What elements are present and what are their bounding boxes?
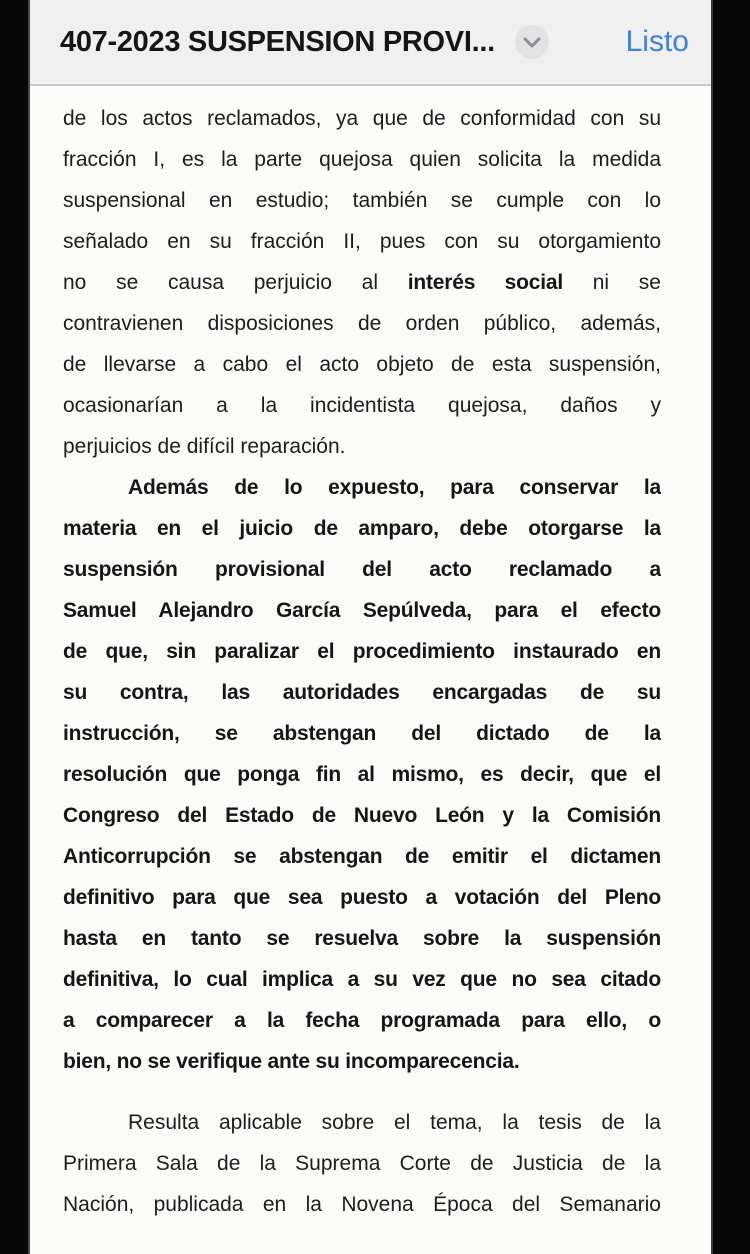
document-line [63, 508, 661, 549]
document-line [63, 631, 661, 672]
document-line [63, 836, 661, 877]
document-line [63, 713, 661, 754]
document-line [63, 1041, 661, 1082]
document-line [63, 426, 661, 467]
text-segment: de los actos reclamados, ya que de conformidad con su [63, 107, 661, 130]
document-line [63, 467, 661, 508]
document-page[interactable] [30, 86, 711, 1225]
document-line [63, 344, 661, 385]
chevron-down-icon [523, 37, 541, 48]
text-segment: su contra, las autoridades encargadas de su [63, 681, 661, 704]
document-line [63, 221, 661, 262]
text-segment: a comparecer a la fecha programada para ello, o [63, 1009, 661, 1032]
text-segment: de que, sin paralizar el procedimiento instaurado en [63, 640, 661, 663]
text-segment: señalado en su fracción II, pues con su otorgamiento [63, 230, 661, 253]
text-segment: Samuel Alejandro García Sepúlveda, para el efecto [63, 599, 661, 622]
done-button[interactable]: Listo [625, 25, 689, 58]
text-segment: bien, no se verifique ante su incomparecencia. [63, 1050, 520, 1073]
document-line [63, 180, 661, 221]
document-line [63, 1184, 661, 1225]
text-segment: perjuicios de difícil reparación. [63, 435, 346, 458]
text-segment: instrucción, se abstengan del dictado de la [63, 722, 661, 745]
text-segment: de llevarse a cabo el acto objeto de esta suspensión, [63, 353, 661, 376]
document-line [63, 1000, 661, 1041]
document-line [63, 959, 661, 1000]
document-line [63, 385, 661, 426]
paragraph [63, 1102, 661, 1225]
document-title[interactable]: 407-2023 SUSPENSION PROVI... [60, 25, 495, 58]
document-line [63, 1102, 661, 1143]
text-segment: contravienen disposiciones de orden público, además, [63, 312, 661, 335]
app-screen [28, 0, 713, 1254]
paragraph [63, 467, 661, 1082]
text-segment: hasta en tanto se resuelva sobre la suspensión [63, 927, 661, 950]
document-line [63, 877, 661, 918]
text-segment: suspensión provisional del acto reclamado a [63, 558, 661, 581]
document-line [63, 1143, 661, 1184]
text-segment: definitiva, lo cual implica a su vez que no sea citado [63, 968, 661, 991]
text-segment: Primera Sala de la Suprema Corte de Justicia de la [63, 1152, 661, 1175]
text-segment: Congreso del Estado de Nuevo León y la Comisión [63, 804, 661, 827]
document-line [63, 139, 661, 180]
paragraph [63, 98, 661, 467]
text-segment: ni se [563, 271, 661, 294]
text-segment: Resulta aplicable sobre el tema, la tesis de la [128, 1111, 661, 1134]
document-line [63, 795, 661, 836]
text-segment: Anticorrupción se abstengan de emitir el dictamen [63, 845, 661, 868]
document-line [63, 754, 661, 795]
text-segment: no se causa perjuicio al [63, 271, 408, 294]
text-segment: Nación, publicada en la Novena Época del Semanario [63, 1193, 661, 1216]
text-segment: materia en el juicio de amparo, debe otorgarse la [63, 517, 661, 540]
text-segment: ocasionarían a la incidentista quejosa, daños y [63, 394, 661, 417]
letterbox-left [0, 0, 28, 1254]
text-segment: suspensional en estudio; también se cumple con lo [63, 189, 661, 212]
document-line [63, 303, 661, 344]
title-menu-button[interactable] [515, 25, 549, 59]
document-line [63, 98, 661, 139]
app-navbar [30, 0, 711, 86]
text-segment: Además de lo expuesto, para conservar la [128, 476, 661, 499]
emphasized-text: interés social [407, 271, 564, 294]
text-segment: definitivo para que sea puesto a votación del Pleno [63, 886, 661, 909]
document-line [63, 262, 661, 303]
letterbox-right [713, 0, 750, 1254]
text-segment: resolución que ponga fin al mismo, es decir, que el [63, 763, 661, 786]
document-line [63, 918, 661, 959]
document-line [63, 590, 661, 631]
document-line [63, 549, 661, 590]
document-line [63, 672, 661, 713]
text-segment: fracción I, es la parte quejosa quien solicita la medida [63, 148, 661, 171]
